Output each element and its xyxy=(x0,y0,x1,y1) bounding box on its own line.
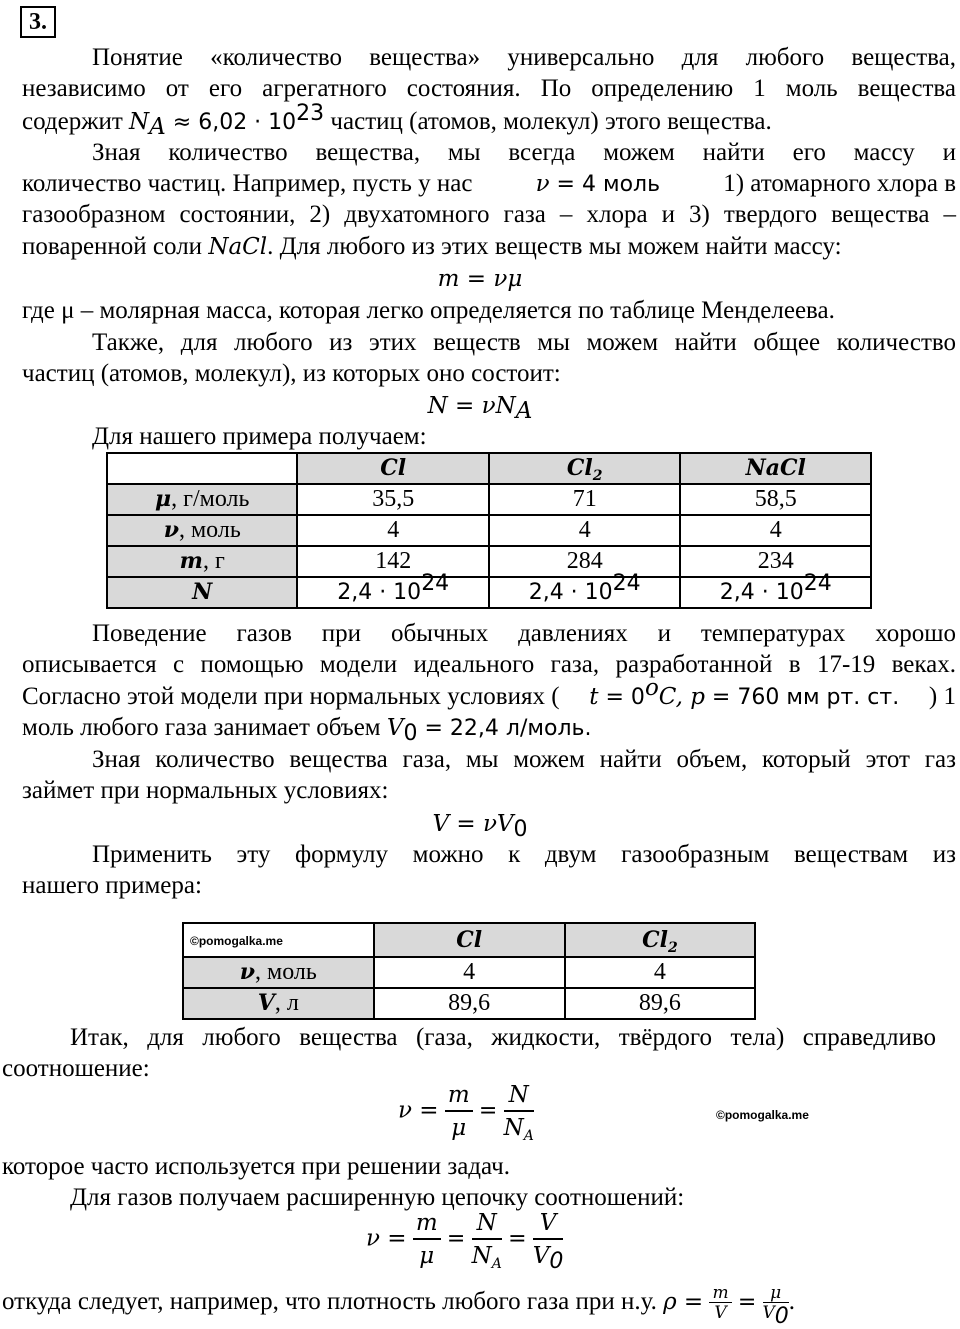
table1-intro: Для нашего примера получаем: xyxy=(92,423,427,450)
row-label-nu: ν, моль xyxy=(183,957,374,988)
problem-number: 3. xyxy=(20,6,56,38)
p4-line4: моль любого газа занимает объем $V_0 = 22,4$ л/моль. xyxy=(22,714,592,746)
table-corner xyxy=(107,453,297,484)
table-cell: 4 xyxy=(374,957,565,988)
where-line: где μ – молярная масса, которая легко определяется по таблице Менделеева. xyxy=(22,297,835,324)
p5-line2: займет при нормальных условиях: xyxy=(22,777,389,804)
watermark: ©pomogalka.me xyxy=(190,934,283,948)
table-cell: 89,6 xyxy=(565,988,755,1019)
row-label-nu: ν, моль xyxy=(107,515,297,546)
row-label-m: m, г xyxy=(107,546,297,577)
table-substances xyxy=(106,452,872,609)
table-row xyxy=(107,546,871,577)
watermark-2: ©pomogalka.me xyxy=(716,1108,809,1122)
p7-line1: Итак, для любого вещества (газа, жидкости, твёрдого тела) справедливо xyxy=(70,1024,936,1051)
table-cell: 89,6 xyxy=(374,988,565,1019)
table-cell: 35,5 xyxy=(297,484,488,515)
p1-line1: Понятие «количество вещества» универсально для любого вещества, xyxy=(92,44,956,71)
table-cell: $2,4 \cdot 10^{24}$ xyxy=(489,577,680,608)
table-header-row xyxy=(107,453,871,484)
p5-line1: Зная количество вещества газа, мы можем найти объем, который этот газ xyxy=(92,746,956,773)
p4-line2: описывается с помощью модели идеального газа, разработанной в 17-19 веках. xyxy=(22,651,956,678)
row-label-mu: μ, г/моль xyxy=(107,484,297,515)
table-header-row xyxy=(183,923,755,957)
header-cl2: $Cl_2$ xyxy=(565,923,755,957)
table-row xyxy=(183,988,755,1019)
table-cell: 4 xyxy=(489,515,680,546)
p2-line4: поваренной соли NaCl. Для любого из этих веществ мы можем найти массу: xyxy=(22,233,842,260)
row-label-v: V, л xyxy=(183,988,374,1019)
p10-line: откуда следует, например, что плотность любого газа при н.у. ρ = $\frac{m}{V}$ = $\frac{\mu}{V_0}$ . xyxy=(2,1282,796,1329)
p4-line1: Поведение газов при обычных давлениях и температурах хорошо xyxy=(92,620,956,647)
formula-chain: ν = $\frac{m}{\mu}$ = $\frac{N}{N_A}$ = $\frac{V}{V_0}$ xyxy=(366,1210,564,1274)
table-row xyxy=(183,957,755,988)
formula-relation: ν = $\frac{m}{\mu}$ = $\frac{N}{N_A}$ xyxy=(398,1082,534,1144)
table-cell: 4 xyxy=(565,957,755,988)
formula-volume: $V = \nu V_0$ xyxy=(432,811,528,842)
table-cell: $2,4 \cdot 10^{24}$ xyxy=(297,577,488,608)
header-cl: Cl xyxy=(297,453,488,484)
p2-line2: количество частиц. Например, пусть у нас ν = 4 моль 1) атомарного хлора в xyxy=(22,170,956,197)
p4-line3: Согласно этой модели при нормальных условиях ( $t = 0^oC$, p = 760 мм рт. ст. ) 1 xyxy=(22,675,956,710)
p3-line1: Также, для любого из этих веществ мы можем найти общее количество xyxy=(92,329,956,356)
table-row xyxy=(107,484,871,515)
table-cell: 58,5 xyxy=(680,484,871,515)
formula-mass: m = νμ xyxy=(437,266,523,292)
table-cell: 71 xyxy=(489,484,680,515)
header-cl2: $Cl_2$ xyxy=(489,453,680,484)
p3-line2: частиц (атомов, молекул), из которых оно состоит: xyxy=(22,360,561,387)
p2-line1: Зная количество вещества, мы всегда можем найти его массу и xyxy=(92,139,956,166)
row-label-n: N xyxy=(107,577,297,608)
p2-line3: газообразном состоянии, 2) двухатомного газа – хлора и 3) твердого вещества – xyxy=(22,201,956,228)
p1-line2: независимо от его агрегатного состояния. По определению 1 моль вещества xyxy=(22,75,956,102)
table-row xyxy=(107,515,871,546)
watermark-cell xyxy=(183,923,374,957)
p7-line2: соотношение: xyxy=(2,1055,150,1082)
table-cell: $2,4 \cdot 10^{24}$ xyxy=(680,577,871,608)
table-cell: 234 xyxy=(680,546,871,577)
table-row xyxy=(107,577,871,608)
p6-line1: Применить эту формулу можно к двум газообразным веществам из xyxy=(92,841,956,868)
header-cl: Cl xyxy=(374,923,565,957)
table-cell: 4 xyxy=(680,515,871,546)
header-nacl: NaCl xyxy=(680,453,871,484)
p9-line: Для газов получаем расширенную цепочку соотношений: xyxy=(70,1184,685,1211)
table-cell: 4 xyxy=(297,515,488,546)
p6-line2: нашего примера: xyxy=(22,872,202,899)
formula-particles: $N = \nu N_A$ xyxy=(427,393,533,424)
table-cell: 142 xyxy=(297,546,488,577)
table-gases xyxy=(182,922,756,1020)
p1-line3: содержит $N_A \approx 6,02 \cdot 10^{23}$ частиц (атомов, молекул) этого вещества. xyxy=(22,101,772,140)
table-cell: 284 xyxy=(489,546,680,577)
p8-line: которое часто используется при решении задач. xyxy=(2,1153,510,1180)
